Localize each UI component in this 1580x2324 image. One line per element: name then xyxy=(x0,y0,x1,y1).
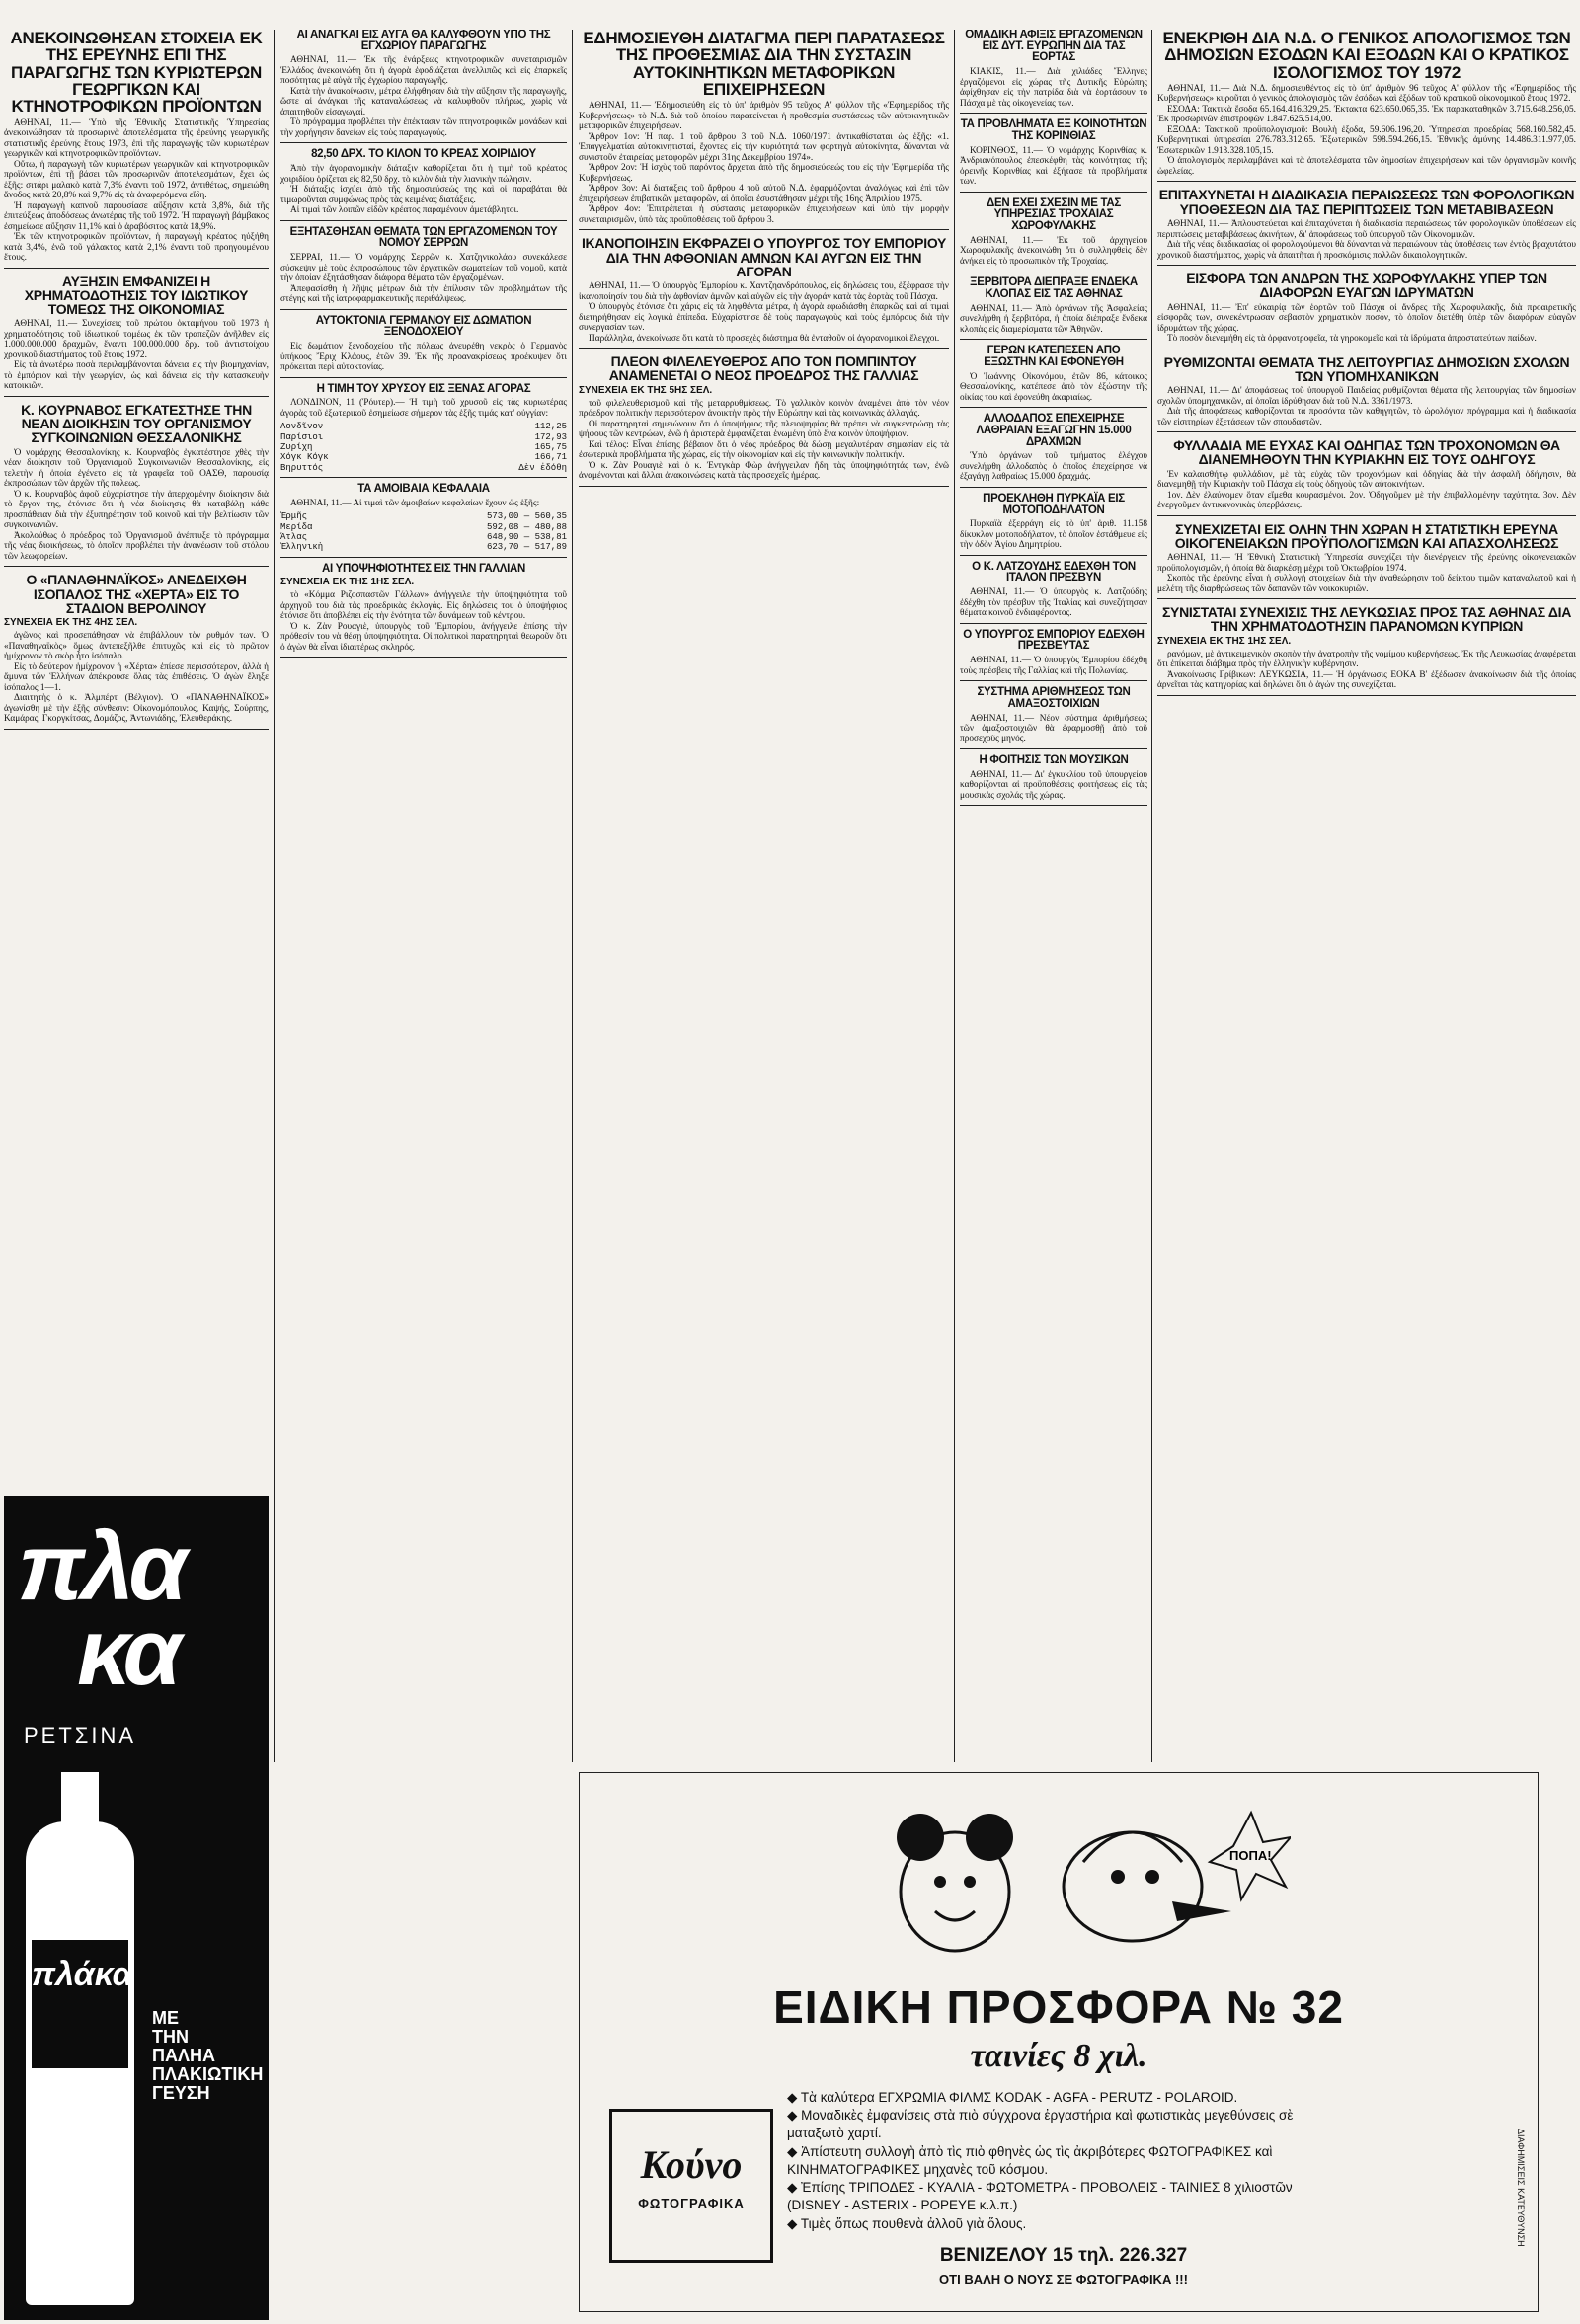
article-body xyxy=(960,304,1147,336)
ad-offer-item: ◆ Ἐπίσης ΤΡΙΠΟΔΕΣ - ΚΥΑΛΙΑ - ΦΩΤΟΜΕΤΡΑ - ΠΡΟΒΟΛΕΙΣ - ΤΑΙΝΙΕΣ 8 χιλιοστῶν (DISNEY - ASTERIX - POPEYE κ.λ.π.) xyxy=(787,2179,1320,2214)
article-body xyxy=(1157,386,1576,427)
plaka-logo-line1: πλα xyxy=(18,1514,184,1620)
article-paragraph: Ὁ ἀπολογισμὸς περιλαμβάνει καὶ τὰ ἀποτελέσματα τῶν δημοσίων ἐπιχειρήσεων καὶ τῶν ὀργανισμῶν κοινῆς ὠφελείας. xyxy=(1157,156,1576,177)
table-row xyxy=(280,542,567,552)
article-paragraph: Πυρκαϊὰ ἐξερράγη εἰς τὸ ὑπ' ἀριθ. 11.158 δίκυκλον μοτοποδήλατον, τὸ ὁποῖον ἐστάθμευε εἰς τὴν ὁδὸν Ἀγίου Δημητρίου. xyxy=(960,519,1147,551)
article-paragraph: ΚΙΑΚΙΣ, 11.— Διὰ χιλιάδες Ἕλληνες ἐργαζόμενοι εἰς χώρας τῆς Δυτικῆς Εὐρώπης ἀφίχθησαν εἰς τὴν πατρίδα διὰ νὰ ἑορτάσουν τὸ Πάσχα μὲ τὰς οἰκογενείας των. xyxy=(960,67,1147,109)
article-paragraph: Ἄρθρον 1ον: Ἡ παρ. 1 τοῦ ἄρθρου 3 τοῦ Ν.Δ. 1060/1971 ἀντικαθίσταται ὡς ἑξῆς: «1. Ἐπαγγελματίαι αὐτοκινητισταί, ἔχοντες εἰς τὴν κυριότητά των φορτηγὰ αὐτοκίνητα, δύνανται νὰ συνιστοῦν ἐταιρείας μεταφορῶν μέχρι 31ης Δεκεμβρίου 1974». xyxy=(579,131,949,163)
article-headline: Ο «ΠΑΝΑΘΗΝΑΪΚΟΣ» ΑΝΕΔΕΙΧΘΗ ΙΣΟΠΑΛΟΣ ΤΗΣ «ΧΕΡΤΑ» ΕΙΣ ΤΟ ΣΤΑΔΙΟΝ ΒΕΡΟΛΙΝΟΥ xyxy=(26,572,247,616)
ad-side-credit: ΔΙΑΦΗΜΙΣΕΙΣ ΚΑΤΕΥΘΥΝΣΗ xyxy=(1516,2129,1526,2247)
article-paragraph: ΑΘΗΝΑΙ, 11.— Ὁ ὑπουργὸς κ. Λατζούδης ἐδέχθη τὸν πρέσβυν τῆς Ἰταλίας καὶ συνεζήτησαν θέματα κοινοῦ ἐνδιαφέροντος. xyxy=(960,587,1147,619)
article-paragraph: Ἡ διάταξις ἰσχύει ἀπὸ τῆς δημοσιεύσεώς της καὶ οἱ παραβάται θὰ τιμωροῦνται συμφώνως πρὸς τὰς κειμένας διατάξεις. xyxy=(280,185,567,205)
article-headline: ΠΡΟΕΚΛΗΘΗ ΠΥΡΚΑΪΑ ΕΙΣ ΜΟΤΟΠΟΔΗΛΑΤΟΝ xyxy=(983,492,1125,516)
plaka-tag-line: ΓΕΥΣΗ xyxy=(152,2082,210,2103)
price-table xyxy=(280,511,567,552)
article-body xyxy=(1157,303,1576,345)
article-paragraph: Διὰ τῆς νέας διαδικασίας οἱ φορολογούμενοι θὰ δύνανται νὰ περαιώνουν τὰς ὑποθέσεις των ἐντὸς βραχυτάτου χρονικοῦ διαστήματος, χωρὶς νὰ ἀπαιτῆται ἡ προσκόμισις πολλῶν δικαιολογητικῶν. xyxy=(1157,240,1576,261)
article-headline: ΑΝΕΚΟΙΝΩΘΗΣΑΝ ΣΤΟΙΧΕΙΑ ΕΚ ΤΗΣ ΕΡΕΥΝΗΣ ΕΠΙ ΤΗΣ ΠΑΡΑΓΩΓΗΣ ΤΩΝ ΚΥΡΙΩΤΕΡΩΝ ΓΕΩΡΓΙΚΩΝ ΚΑΙ ΚΤΗΝΟΤΡΟΦΙΚΩΝ ΠΡΟΪΟΝΤΩΝ xyxy=(10,30,263,116)
article-paragraph: τοῦ φιλελευθερισμοῦ καὶ τῆς μεταρρυθμίσεως. Τὸ γαλλικὸν κοινὸν ἀναμένει ἀπὸ τὸν νέον πρόεδρον πολιτικὴν περισσότερον ἀνοικτὴν πρὸς τὴν Εὐρώπην καὶ τὰς κοινωνικὰς ἀλλαγάς. xyxy=(579,398,949,420)
ad-offer-list xyxy=(787,2089,1320,2233)
ad-offer-item: ◆ Ἀπίστευτη συλλογὴ ἀπὸ τὶς πιὸ φθηνὲς ὡς τὶς ἀκριβότερες ΦΩΤΟΓΡΑΦΙΚΕΣ καὶ ΚΙΝΗΜΑΤΟΓΡΑΦΙΚΕΣ μηχανὲς τοῦ κόσμου. xyxy=(787,2143,1320,2179)
article-paragraph: Οὕτω, ἡ παραγωγὴ τῶν κυριωτέρων γεωργικῶν καὶ κτηνοτροφικῶν προϊόντων, ἐπὶ τῇ βάσει τῶν προσωρινῶν ἀποτελεσμάτων, ἔχει ὡς ἑξῆς: σιτάρι μαλακὸ κατὰ 7,3% ἐναντι τοῦ 1972, ἀντιθέτως, σημειώθη ἄνοδος κατὰ 20,8% καὶ 9,7% εἰς τὰ ἀναφερόμενα εἴδη. xyxy=(4,159,269,201)
article-divider xyxy=(960,748,1147,749)
article-headline: ΦΥΛΛΑΔΙΑ ΜΕ ΕΥΧΑΣ ΚΑΙ ΟΔΗΓΙΑΣ ΤΩΝ ΤΡΟΧΟΝΟΜΩΝ ΘΑ ΔΙΑΝΕΜΗΘΟΥΝ ΤΗΝ ΚΥΡΙΑΚΗΝ ΕΙΣ ΤΟΥΣ ΟΔΗΓΟΥΣ xyxy=(1173,437,1560,468)
article-paragraph: Ἐν καλαισθήτῳ φυλλάδιον, μὲ τὰς εὐχὰς τῶν τροχονόμων καὶ ὁδηγίας διὰ τὴν ἀσφαλῆ ὁδήγησιν, θὰ διανεμηθῇ τὴν Κυριακὴν τοῦ Πάσχα εἰς τοὺς ὁδηγοὺς τῶν αὐτοκινήτων. xyxy=(1157,469,1576,491)
table-cell: 648,90 — 538,81 xyxy=(486,531,567,542)
article xyxy=(960,494,1147,556)
table-row xyxy=(280,463,567,473)
bottle-label: πλάκα xyxy=(32,1940,128,2068)
article-body xyxy=(960,67,1147,109)
article-headline: ΓΕΡΩΝ ΚΑΤΕΠΕΣΕΝ ΑΠΟ ΕΞΩΣΤΗΝ ΚΑΙ ΕΦΟΝΕΥΘΗ xyxy=(984,345,1124,368)
burst-text: ΠΟΠΑ! xyxy=(1229,1848,1272,1863)
table-row xyxy=(280,532,567,542)
article-paragraph: Οἱ παρατηρηταὶ σημειώνουν ὅτι ὁ ὑποψήφιος τῆς πλειοψηφίας θὰ πρέπει νὰ συγκεντρώσῃ τὰς ψήφους τῶν κεντρώων, ἐνῶ ἡ ἀριστερὰ ἐμφανίζεται ἑνωμένη ὑπὸ ἕνα κοινὸν ὑποψήφιον. xyxy=(579,419,949,440)
article-paragraph: ΑΘΗΝΑΙ, 11.— Ὑπὸ τῆς Ἐθνικῆς Στατιστικῆς Ὑπηρεσίας ἀνεκοινώθησαν τὰ προσωρινὰ ἀποτελέσματα τῆς ἐρεύνης γεωργικῆς στατιστικῆς ἐρεύνης ἔτους 1973, ἐπὶ τῆς παραγωγῆς τῶν κυριωτέρων γεωργικῶν καὶ κτηνοτροφικῶν προϊόντων. xyxy=(4,117,269,160)
article-body xyxy=(4,319,269,392)
table-cell: 573,00 — 560,35 xyxy=(486,511,567,522)
article xyxy=(280,30,567,143)
article-paragraph: ΑΘΗΝΑΙ, 11.— Ἐδημοσιεύθη εἰς τὸ ὑπ' ἀριθμὸν 95 τεῦχος Α' φύλλον τῆς «Ἐφημερίδος τῆς Κυβερνήσεως» τὸ Ν.Δ. διὰ τοῦ ὁποίου παρατείνεται ἡ προθεσμία συστάσεως τῶν αὐτοκινητικῶν μεταφορικῶν ἐπιχειρήσεων. xyxy=(579,101,949,132)
plaka-tag-line: ΠΑΛΗΑ xyxy=(152,2045,216,2065)
article-paragraph: Τὸ ποσὸν διενεμήθη εἰς τὰ ὀρφανοτροφεῖα, τὰ γηροκομεῖα καὶ τὰ ἱδρύματα ἀπροστατεύτων παίδων. xyxy=(1167,334,1537,345)
article-paragraph: ΑΘΗΝΑΙ, 11.— Διὰ Ν.Δ. δημοσιευθέντος εἰς τὸ ὑπ' ἀριθμὸν 96 τεῦχος Α' φύλλον τῆς «Ἐφημερίδος τῆς Κυβερνήσεως» κυροῦται ὁ γενικὸς ἀπολογισμὸς τῶν ἐσόδων καὶ ἐξόδων τοῦ κρατικοῦ οἰκονομικοῦ ἔτους 1972. xyxy=(1157,83,1576,105)
ad-offer-item: ◆ Τὰ καλύτερα ΕΓΧΡΩΜΙΑ ΦΙΛΜΣ KODAK - AGFA - PERUTZ - POLAROID. xyxy=(787,2089,1320,2107)
table-cell: Δὲν ἐδόθη xyxy=(518,462,567,473)
article xyxy=(1157,271,1576,349)
table-row xyxy=(280,442,567,452)
article-paragraph: τὸ «Κόμμα Ριζοσπαστῶν Γάλλων» ἀνήγγειλε τὴν ὑποψηφιότητα τοῦ ἀρχηγοῦ του διὰ τὰς προεδρικὰς ἐκλογάς. Εἰς δηλώσεις του ὁ ὑποψήφιος ἐτόνισε ὅτι ἀποβλέπει εἰς τὴν ἑνότητα τῶν δυνάμεων τοῦ κέντρου. xyxy=(280,590,567,622)
plaka-logo-line2: κα xyxy=(77,1599,179,1706)
article-body xyxy=(960,146,1147,188)
article-divider xyxy=(4,729,269,730)
column-3 xyxy=(579,30,949,1762)
article-body xyxy=(579,399,949,482)
table-cell: Λονδῖνον xyxy=(280,422,324,432)
article-paragraph: Σκοπὸς τῆς ἐρεύνης εἶναι ἡ συλλογὴ στοιχείων διὰ τὴν ἀναθεώρησιν τοῦ δείκτου τιμῶν καταναλωτοῦ καὶ ἡ μελέτη τῆς διαρθρώσεως τῶν δαπανῶν τῶν νοικοκυριῶν. xyxy=(1157,574,1576,594)
article xyxy=(960,562,1147,624)
article xyxy=(1157,522,1576,600)
article-divider xyxy=(1157,598,1576,599)
article-paragraph: ρανόμων, μὲ ἀντικειμενικὸν σκοπὸν τὴν ἀνατροπὴν τῆς νομίμου κυβερνήσεως. Ἐκ τῆς Λευκωσίας ἀναφέρεται ὅτι ἐπίκειται διάβημα πρὸς τὴν ἑλληνικὴν κυβέρνησιν. xyxy=(1157,649,1576,670)
article xyxy=(1157,30,1576,182)
article-body xyxy=(960,519,1147,551)
article-paragraph: Ὁ κ. Ζὰν Ρουαγιὲ, ὑπουργὸς τοῦ Ἐμπορίου, ἀνήγγειλε ἐπίσης τὴν πρόθεσίν του νὰ θέσῃ ὑποψηφιότητα. Οἱ πολιτικοὶ παρατηρηταὶ θεωροῦν ὅτι ὁ ἀγὼν θὰ εἶναι ἰδιαιτέρως σκληρός. xyxy=(280,621,567,653)
article-headline: Κ. ΚΟΥΡΝΑΒΟΣ ΕΓΚΑΤΕΣΤΗΣΕ ΤΗΝ ΝΕΑΝ ΔΙΟΙΚΗΣΙΝ ΤΟΥ ΟΡΓΑΝΙΣΜΟΥ ΣΥΓΚΟΙΝΩΝΙΩΝ ΘΕΣΣΑΛΟΝΙΚΗΣ xyxy=(21,401,252,446)
article xyxy=(280,384,567,478)
article-paragraph: Ἄρθρον 2ον: Ἡ ἰσχὺς τοῦ παρόντος ἄρχεται ἀπὸ τῆς δημοσιεύσεώς του εἰς τὴν Ἐφημερίδα τῆς Κυβερνήσεως. xyxy=(579,163,949,184)
article-headline: ΣΥΣΤΗΜΑ ΑΡΙΘΜΗΣΕΩΣ ΤΩΝ ΑΜΑΞΟΣΤΟΙΧΙΩΝ xyxy=(977,686,1131,710)
article-paragraph: Εἰς τὰ ἀνωτέρω ποσὰ περιλαμβάνονται δάνεια εἰς τὴν βιομηχανίαν, τὸ ἐμπόριον καὶ τὴν γεωργίαν, ὡς καὶ δάνεια εἰς τὴν κατασκευὴν κατοικιῶν. xyxy=(4,360,269,392)
table-cell: 165,75 xyxy=(534,441,567,452)
article xyxy=(960,346,1147,408)
article-body xyxy=(4,631,269,725)
article xyxy=(579,30,949,230)
article-headline: ΤΑ ΠΡΟΒΛΗΜΑΤΑ ΕΞ ΚΟΙΝΟΤΗΤΩΝ ΤΗΣ ΚΟΡΙΝΘΙΑΣ xyxy=(960,118,1147,142)
article-body xyxy=(579,281,949,344)
article-headline: ΑΙ ΥΠΟΨΗΦΙΟΤΗΤΕΣ ΕΙΣ ΤΗΝ ΓΑΛΛΙΑΝ xyxy=(321,562,526,575)
article xyxy=(960,277,1147,340)
article xyxy=(280,564,567,658)
article-headline: ΑΙ ΑΝΑΓΚΑΙ ΕΙΣ ΑΥΓΑ ΘΑ ΚΑΛΥΦΘΟΥΝ ΥΠΟ ΤΗΣ ΕΓΧΩΡΙΟΥ ΠΑΡΑΓΩΓΗΣ xyxy=(296,30,551,52)
column-1 xyxy=(4,30,269,1486)
article-divider xyxy=(280,142,567,143)
article xyxy=(1157,605,1576,696)
article-paragraph: Ἀνακοίνωσις Γρίβικων: ΛΕΥΚΩΣΙΑ, 11.— Ἡ ὀργάνωσις ΕΟΚΑ Β' ἐξέδωσεν ἀνακοίνωσιν διὰ τῆς ὁποίας ἀρνεῖται τὰς κατηγορίας καὶ δηλώνει ὅτι ὁ ἀγών της συνεχίζεται. xyxy=(1157,669,1576,691)
article-paragraph: Ὁ κ. Κουρναβὸς ἀφοῦ εὐχαρίστησε τὴν ἀπερχομένην διοίκησιν διὰ τὸ ἔργον της, ἐτόνισε ὅτι ἡ νέα διοίκησις θὰ καταβάλῃ κάθε προσπάθειαν διὰ τὴν ἐξυπηρέτησιν τοῦ κοινοῦ καὶ τὴν βελτίωσιν τῶν συγκοινωνιῶν. xyxy=(4,489,269,531)
table-cell: 592,08 — 480,88 xyxy=(486,521,567,532)
article-paragraph: ΑΘΗΝΑΙ, 11.— Νέον σύστημα ἀριθμήσεως τῶν ἁμαξοστοιχιῶν θὰ ἐφαρμοσθῇ ἀπὸ τοῦ προσεχοῦς μηνός. xyxy=(960,713,1147,744)
table-cell: Ἑρμῆς xyxy=(280,511,308,522)
table-cell: 623,70 — 517,89 xyxy=(486,542,567,553)
article xyxy=(960,30,1147,114)
article-headline: ΣΥΝΕΧΙΖΕΤΑΙ ΕΙΣ ΟΛΗΝ ΤΗΝ ΧΩΡΑΝ Η ΣΤΑΤΙΣΤΙΚΗ ΕΡΕΥΝΑ ΟΙΚΟΓΕΝΕΙΑΚΩΝ ΠΡΟΫΠΟΛΟΓΙΣΜΩΝ ΚΑΙ ΑΠΑΣΧΟΛΗΣΕΩΣ xyxy=(1174,520,1559,551)
article-body xyxy=(960,587,1147,619)
article-headline: Η ΤΙΜΗ ΤΟΥ ΧΡΥΣΟΥ ΕΙΣ ΞΕΝΑΣ ΑΓΟΡΑΣ xyxy=(316,382,531,395)
article-headline: ΞΕΡΒΙΤΟΡΑ ΔΙΕΠΡΑΞΕ ΕΝΔΕΚΑ ΚΛΟΠΑΣ ΕΙΣ ΤΑΣ ΑΘΗΝΑΣ xyxy=(970,276,1138,300)
article-continuation-kicker: ΣΥΝΕΧΕΙΑ ΕΚ ΤΗΣ 5ΗΣ ΣΕΛ. xyxy=(579,384,713,396)
article-headline: ΙΚΑΝΟΠΟΙΗΣΙΝ ΕΚΦΡΑΖΕΙ Ο ΥΠΟΥΡΓΟΣ ΤΟΥ ΕΜΠΟΡΙΟΥ ΔΙΑ ΤΗΝ ΑΦΘΟΝΙΑΝ ΑΜΝΩΝ ΚΑΙ ΑΥΓΩΝ ΕΙΣ ΤΗΝ ΑΓΟΡΑΝ xyxy=(581,235,947,279)
article-headline: ΑΥΞΗΣΙΝ ΕΜΦΑΝΙΖΕΙ Η ΧΡΗΜΑΤΟΔΟΤΗΣΙΣ ΤΟΥ ΙΔΙΩΤΙΚΟΥ ΤΟΜΕΩΣ ΤΗΣ ΟΙΚΟΝΟΜΙΑΣ xyxy=(24,272,249,318)
article xyxy=(1157,355,1576,433)
article-paragraph: Εἰς δωμάτιον ξενοδοχείου τῆς πόλεως ἀνευρέθη νεκρὸς ὁ Γερμανὸς ὑπήκοος Ἔριχ Κλάους, ἐτῶν 39. Ἐκ τῆς προανακρίσεως προέκυψεν ὅτι πρόκειται περὶ αὐτοκτονίας. xyxy=(280,342,567,373)
article-paragraph: Παράλληλα, ἀνεκοίνωσε ὅτι κατὰ τὸ προσεχὲς διάστημα θὰ ἐνταθοῦν οἱ ἀγορανομικοὶ ἔλεγχοι. xyxy=(589,333,940,344)
cartoon-illustration-icon xyxy=(836,1783,1291,1980)
article-paragraph: Ὑπὸ ὀργάνων τοῦ τμήματος ἐλέγχου συνελήφθη ἀλλοδαπὸς ὁ ὁποῖος ἐπεχείρησε νὰ ἐξαγάγῃ λαθραίως 15.000 δραχμάς. xyxy=(960,451,1147,483)
article-paragraph: Αἱ τιμαὶ τῶν λοιπῶν εἰδῶν κρέατος παραμένουν ἀμετάβλητοι. xyxy=(290,205,519,216)
article-headline: ΤΑ ΑΜΟΙΒΑΙΑ ΚΕΦΑΛΑΙΑ xyxy=(357,482,490,495)
article-headline: Ο Κ. ΛΑΤΖΟΥΔΗΣ ΕΔΕΧΘΗ ΤΟΝ ΙΤΑΛΟΝ ΠΡΕΣΒΥΝ xyxy=(972,560,1136,584)
plaka-tag-line: ΜΕ xyxy=(152,2008,179,2028)
ad-subtitle: ταινίες 8 χιλ. xyxy=(970,2038,1147,2074)
article-body xyxy=(280,342,567,373)
article-headline: ΣΥΝΙΣΤΑΤΑΙ ΣΥΝΕΧΙΣΙΣ ΤΗΣ ΛΕΥΚΩΣΙΑΣ ΠΡΟΣ ΤΑΣ ΑΘΗΝΑΣ ΔΙΑ ΤΗΝ ΧΡΗΜΑΤΟΔΟΤΗΣΙΝ ΠΑΡΑΝΟΜΩΝ ΚΥΠΡΙΩΝ xyxy=(1161,604,1572,635)
article-divider xyxy=(579,486,949,487)
article xyxy=(960,414,1147,488)
article-divider xyxy=(280,377,567,378)
table-cell: Χόγκ Κόγκ xyxy=(280,452,329,463)
plaka-tag-line: ΤΗΝ xyxy=(152,2026,189,2047)
kouvo-photo-ad xyxy=(579,1772,1539,2312)
article-body xyxy=(1157,84,1576,178)
article-body xyxy=(1157,553,1576,594)
table-cell: 172,93 xyxy=(534,431,567,442)
article-paragraph: Ὁ νομάρχης Θεσσαλονίκης κ. Κουρναβὸς ἐγκατέστησε χθὲς τὴν νέαν διοίκησιν τοῦ Ὀργανισμοῦ Συγκοινωνιῶν Θεσσαλονίκης, εἰς τελετὴν ἡ ὁποία ἐγένετο εἰς τὰ γραφεῖα τοῦ ΟΑΣΘ, παρουσίᾳ ἐκπροσώπων τῶν ἀρχῶν τῆς πόλεως. xyxy=(4,447,269,490)
plaka-logo xyxy=(18,1514,255,1706)
article-paragraph: Ἐκ τῶν κτηνοτροφικῶν προϊόντων, ἡ παραγωγὴ κρέατος ηὐξήθη κατὰ 3,4%, ἐνῶ τοῦ γάλακτος κατὰ 2,1% ἐναντι τοῦ προηγουμένου ἔτους. xyxy=(4,232,269,264)
article xyxy=(960,119,1147,192)
table-cell: Ἄτλας xyxy=(280,531,308,542)
article-divider xyxy=(960,623,1147,624)
article-paragraph: Ὁ κ. Ζὰν Ρουαγιὲ καὶ ὁ κ. Ἐντγκὰρ Φὼρ ἀνήγγειλαν ἤδη τὰς ὑποψηφιότητάς των, ἐνῶ ἀναμένονται καὶ ἄλλαι ἀνακοινώσεις κατὰ τὰς προσεχεῖς ἡμέρας. xyxy=(579,460,949,482)
article-divider xyxy=(280,477,567,478)
article-paragraph: ἀγῶνος καὶ προσεπάθησαν νὰ ἐπιβάλλουν τὸν ρυθμόν των. Ὁ «Παναθηναϊκὸς» ὅμως ἀντεπεξῆλθε ἐπιτυχῶς καὶ εἰς τὸ πρῶτον ἡμίχρονον τὸ σκὸρ ἦτο ἰσόπαλο. xyxy=(4,631,269,662)
article-body xyxy=(1157,219,1576,261)
ad-title: ΕΙΔΙΚΗ ΠΡΟΣΦΟΡΑ № 32 xyxy=(773,1981,1344,2033)
article-divider xyxy=(1157,265,1576,266)
article-paragraph: Διαιτητὴς ὁ κ. Ἀλμπέρτ (Βέλγιον). Ὁ «ΠΑΝΑΘΗΝΑΪΚΟΣ» ἀγωνίσθη μὲ τὴν ἑξῆς σύνθεσιν: Οἰκονομόπουλος, Καψής, Σούρπης, Καμάρας, Γκοργκίτσας, Δομάζος, Ἀντωνιάδης, Ἐλευθεράκης. xyxy=(4,693,269,725)
article-headline: ΕΔΗΜΟΣΙΕΥΘΗ ΔΙΑΤΑΓΜΑ ΠΕΡΙ ΠΑΡΑΤΑΣΕΩΣ ΤΗΣ ΠΡΟΘΕΣΜΙΑΣ ΔΙΑ ΤΗΝ ΣΥΣΤΑΣΙΝ ΑΥΤΟΚΙΝΗΤΙΚΩΝ ΜΕΤΑΦΟΡΙΚΩΝ ΕΠΙΧΕΙΡΗΣΕΩΝ xyxy=(583,30,945,99)
article-body xyxy=(960,372,1147,404)
article-paragraph: ΣΕΡΡΑΙ, 11.— Ὁ νομάρχης Σερρῶν κ. Χατζηνικολάου συνεκάλεσε σύσκεψιν μὲ τοὺς ἐκπροσώπους τῶν ἐργατικῶν σωματείων τοῦ νομοῦ, κατὰ τὴν ὁποίαν ἐξητάσθησαν διάφορα θέματα τῶν ἐργαζομένων. xyxy=(280,253,567,284)
ad-offer-item: ◆ Μοναδικὲς ἐμφανίσεις στὰ πιὸ σύγχρονα ἐργαστήρια καὶ φωτιστικὰς μεγεθύνσεις σὲ ματαξωτὸ χαρτί. xyxy=(787,2107,1320,2142)
article-headline: Ο ΥΠΟΥΡΓΟΣ ΕΜΠΟΡΙΟΥ ΕΔΕΧΘΗ ΠΡΕΣΒΕΥΤΑΣ xyxy=(963,628,1145,653)
article-headline: ΡΥΘΜΙΖΟΝΤΑΙ ΘΕΜΑΤΑ ΤΗΣ ΛΕΙΤΟΥΡΓΙΑΣ ΔΗΜΟΣΙΩΝ ΣΧΟΛΩΝ ΤΩΝ ΥΠΟΜΗΧΑΝΙΚΩΝ xyxy=(1163,353,1570,384)
table-cell: Μερίδα xyxy=(280,521,313,532)
article-paragraph: 1ον. Δὲν ἐλαύνομεν ὅταν εἴμεθα κουρασμένοι. 2ον. Ὁδηγοῦμεν μὲ τὴν ἐπιβαλλομένην ταχύτητα. 3ον. Δὲν ἐνεργοῦμεν ἀντικανονικὰς ὑπερβάσεις. xyxy=(1157,490,1576,511)
article-paragraph: Ὁ Ἰωάννης Οἰκονόμου, ἐτῶν 86, κάτοικος Θεσσαλονίκης, κατέπεσε ἀπὸ τὸν ἐξώστην τῆς οἰκίας του καὶ ἐφονεύθη ἀκαριαίως. xyxy=(960,371,1147,403)
article-headline: ΑΛΛΟΔΑΠΟΣ ΕΠΕΧΕΙΡΗΣΕ ΛΑΘΡΑΙΑΝ ΕΞΑΓΩΓΗΝ 15.000 ΔΡΑΧΜΩΝ xyxy=(976,413,1132,448)
article-body xyxy=(960,451,1147,483)
article-paragraph: ΑΘΗΝΑΙ, 11.— Ἀπλουστεύεται καὶ ἐπιταχύνεται ἡ διαδικασία περαιώσεως τῶν φορολογικῶν ὑποθέσεων εἰς περιπτώσεις μεταβιβάσεως ἀκινήτων, δι' ἀποφάσεως τοῦ ὑπουργοῦ τῶν Οἰκονομικῶν. xyxy=(1157,219,1576,240)
article-paragraph: ΕΣΟΔΑ: Τακτικὰ ἔσοδα 65.164.416.329,25. Ἐκτακτα 623.650.065,35. Ἐκ παρακαταθηκῶν 3.715.648.256,05. Ἐκ προσωρινῶν ἐπιστροφῶν 1.847.625.514,00. xyxy=(1157,104,1576,125)
article-divider xyxy=(960,113,1147,114)
article-headline: ΑΥΤΟΚΤΟΝΙΑ ΓΕΡΜΑΝΟΥ ΕΙΣ ΔΩΜΑΤΙΟΝ ΞΕΝΟΔΟΧΕΙΟΥ xyxy=(315,314,532,339)
table-row xyxy=(280,422,567,431)
article xyxy=(280,316,567,378)
article-body xyxy=(1157,650,1576,691)
article-headline: ΟΜΑΔΙΚΗ ΑΦΙΞΙΣ ΕΡΓΑΖΟΜΕΝΩΝ ΕΙΣ ΔΥΤ. ΕΥΡΩΠΗΝ ΔΙΑ ΤΑΣ ΕΟΡΤΑΣ xyxy=(965,30,1143,64)
table-row xyxy=(280,452,567,462)
article-divider xyxy=(579,348,949,349)
article xyxy=(280,149,567,220)
article-divider xyxy=(280,309,567,310)
article-continuation-kicker: ΣΥΝΕΧΕΙΑ ΕΚ ΤΗΣ 1ΗΣ ΣΕΛ. xyxy=(280,577,415,588)
article-paragraph: ΑΘΗΝΑΙ, 11.— Δι' ἀποφάσεως τοῦ ὑπουργοῦ Παιδείας ρυθμίζονται θέματα τῆς λειτουργίας τῶν δημοσίων σχολῶν ὑπομηχανικῶν, αἱ ὁποῖαι ἱδρύθησαν διὰ τοῦ Ν.Δ. 3361/1973. xyxy=(1157,386,1576,407)
article-divider xyxy=(960,680,1147,681)
article-paragraph: ΑΘΗΝΑΙ, 11.— Ἀπὸ ὀργάνων τῆς Ἀσφαλείας συνελήφθη ἡ ξερβιτόρα, ἡ ὁποία διέπραξε ἕνδεκα κλοπὰς εἰς διαμερίσματα τῶν Ἀθηνῶν. xyxy=(960,303,1147,335)
kouvo-logo xyxy=(609,2109,773,2263)
article xyxy=(960,198,1147,272)
article-body xyxy=(960,656,1147,676)
article-divider xyxy=(960,192,1147,193)
article xyxy=(579,236,949,349)
article-body xyxy=(280,499,567,509)
article-headline: Η ΦΟΙΤΗΣΙΣ ΤΩΝ ΜΟΥΣΙΚΩΝ xyxy=(979,754,1129,767)
price-table xyxy=(280,422,567,473)
article xyxy=(960,630,1147,681)
article-paragraph: ΕΞΟΔΑ: Τακτικοῦ προϋπολογισμοῦ: Βουλὴ ἐξοδα, 59.606.196,20. Ὑπηρεσίαι προεδρίας 568.160.582,45. Κυβερνητικαὶ ὑπηρεσίαι 276.783.312,65. Ἐξωτερικῶν 598.594.266,15. Ἐθνικῆς ἀμύνης 14.486.311.977,05. Ἐσωτερικῶν 1.913.328.105,15. xyxy=(1157,124,1576,156)
article-headline: ΠΛΕΟΝ ΦΙΛΕΛΕΥΘΕΡΟΣ ΑΠΟ ΤΟΝ ΠΟΜΠΙΝΤΟΥ ΑΝΑΜΕΝΕΤΑΙ Ο ΝΕΟΣ ΠΡΟΕΔΡΟΣ ΤΗΣ ΓΑΛΛΙΑΣ xyxy=(608,353,919,384)
column-2 xyxy=(280,30,567,1762)
article-body xyxy=(280,164,567,216)
article-headline: 82,50 ΔΡΧ. ΤΟ ΚΙΛΟΝ ΤΟ ΚΡΕΑΣ ΧΟΙΡΙΔΙΟΥ xyxy=(311,148,536,161)
article xyxy=(4,274,269,397)
article-paragraph: ΑΘΗΝΑΙ, 11.— Ἡ Ἐθνικὴ Στατιστικὴ Ὑπηρεσία συνεχίζει τὴν διενέργειαν τῆς ἐρεύνης οἰκογενειακῶν προϋπολογισμῶν, ἡ ὁποία θὰ διαρκέσῃ μέχρι τοῦ Ὀκτωβρίου 1974. xyxy=(1157,553,1576,574)
article-body xyxy=(579,101,949,225)
article-divider xyxy=(280,220,567,221)
article-body xyxy=(280,55,567,138)
article-paragraph: ΑΘΗΝΑΙ, 11.— Ἐκ τοῦ ἀρχηγείου Χωροφυλακῆς ἀνεκοινώθη ὅτι ὁ συλληφθεὶς δὲν ἀνήκει εἰς τὸ προσωπικὸν τῆς Τροχαίας. xyxy=(960,235,1147,267)
article-paragraph: Ἀπὸ τὴν ἀγορανομικὴν διάταξιν καθορίζεται ὅτι ἡ τιμὴ τοῦ κρέατος χοιριδίου ὁρίζεται εἰς 82,50 δρχ. τὸ κιλὸν διὰ τὴν λιανικὴν πώλησιν. xyxy=(280,164,567,185)
plaka-retsina-ad xyxy=(4,1496,269,2320)
article-body xyxy=(280,253,567,305)
kouvo-logo-text: Κούνο xyxy=(640,2142,743,2187)
plaka-subtitle: ΡΕΤΣΙΝΑ xyxy=(24,1723,137,1747)
article-paragraph: Ἄρθρον 3ον: Αἱ διατάξεις τοῦ ἄρθρου 4 τοῦ αὐτοῦ Ν.Δ. ἐφαρμόζονται ἀναλόγως καὶ ἐπὶ τῶν ἐπιχειρήσεων ἐπιβατικῶν μεταφορῶν, αἱ ὁποῖαι ἐσυστάθησαν μέχρι τῆς 16ης Ἀπριλίου 1975. xyxy=(579,184,949,204)
article-body xyxy=(280,398,567,419)
article xyxy=(579,354,949,487)
table-cell: Βηρυττός xyxy=(280,462,324,473)
table-cell: 112,25 xyxy=(534,422,567,432)
article-paragraph: ΑΘΗΝΑΙ, 11.— Ὁ ὑπουργὸς Ἐμπορίου ἐδέχθη τοὺς πρέσβεις τῆς Γαλλίας καὶ τῆς Πολωνίας. xyxy=(960,656,1147,676)
article-paragraph: Ἀκολούθως ὁ πρόεδρος τοῦ Ὀργανισμοῦ ἀνέπτυξε τὸ πρόγραμμα τῆς νέας διοικήσεως, τὸ ὁποῖον προβλέπει τὴν ἀνανέωσιν τοῦ στόλου τῶν λεωφορείων. xyxy=(4,530,269,562)
article-paragraph: Ἄρθρον 4ον: Ἐπιτρέπεται ἡ σύστασις μεταφορικῶν ἐπιχειρήσεων καὶ ὑπὸ τὴν μορφὴν συνεταιρισμῶν, ὑπὸ τὰς προϋποθέσεις τοῦ ἄρθρου 3. xyxy=(579,204,949,225)
bottle-icon xyxy=(26,1821,134,2305)
article-divider xyxy=(4,268,269,269)
article-paragraph: ΛΟΝΔΙΝΟΝ, 11 (Ῥόυτερ).— Ἡ τιμὴ τοῦ χρυσοῦ εἰς τὰς κυριωτέρας ἀγορὰς τοῦ ἐξωτερικοῦ ἐσημείωσε σήμερον τὰς ἑξῆς τιμάς κατ' οὐγγίαν: xyxy=(280,398,567,419)
article-paragraph: ΑΘΗΝΑΙ, 11.— Ὁ ὑπουργὸς Ἐμπορίου κ. Χαντζηανδρόπουλος, εἰς δηλώσεις του, ἐξέφρασε τὴν ἱκανοποίησίν του διὰ τὴν ἀφθονίαν ἀμνῶν καὶ αὐγῶν εἰς τὴν ἀγοράν κατὰ τὰς ἑορτὰς τοῦ Πάσχα. xyxy=(579,281,949,302)
article-paragraph: ΑΘΗΝΑΙ, 11.— Αἱ τιμαὶ τῶν ἀμοιβαίων κεφαλαίων ἔχουν ὡς ἑξῆς: xyxy=(290,498,540,508)
article-body xyxy=(960,714,1147,745)
table-row xyxy=(280,522,567,532)
article-divider xyxy=(960,407,1147,408)
article-body xyxy=(960,236,1147,268)
article-divider xyxy=(1157,515,1576,516)
article xyxy=(4,403,269,567)
article-divider xyxy=(1157,181,1576,182)
article-continuation-kicker: ΣΥΝΕΧΕΙΑ ΕΚ ΤΗΣ 4ΗΣ ΣΕΛ. xyxy=(4,617,138,629)
article-divider xyxy=(1157,431,1576,432)
article-paragraph: ΑΘΗΝΑΙ, 11.— Συνεχίσεις τοῦ πρώτου ὀκταμήνου τοῦ 1973 ἡ χρηματοδότησις τοῦ ἰδιωτικοῦ τομέως ἐκ τῶν τραπεζῶν ἀνῆλθεν εἰς 1.000.000.000 δραχμῶν, ἔναντι 100.000.000 δρχ. τοῦ ἀντιστοίχου χρονικοῦ διαστήματος τοῦ ἔτους 1972. xyxy=(4,319,269,360)
plaka-tagline xyxy=(152,2008,264,2103)
article-body xyxy=(1157,470,1576,511)
article-headline: ΕΙΣΦΟΡΑ ΤΩΝ ΑΝΔΡΩΝ ΤΗΣ ΧΩΡΟΦΥΛΑΚΗΣ ΥΠΕΡ ΤΩΝ ΔΙΑΦΟΡΩΝ ΕΥΑΓΩΝ ΙΔΡΥΜΑΤΩΝ xyxy=(1186,271,1547,301)
article-paragraph: Τὸ πρόγραμμα προβλέπει τὴν ἐπέκτασιν τῶν πτηνοτροφικῶν μονάδων καὶ τὴν χορήγησιν δανείων εἰς τοὺς παραγωγούς. xyxy=(280,117,567,138)
article-paragraph: Εἰς τὸ δεύτερον ἡμίχρονον ἡ «Χέρτα» ἐπίεσε περισσότερον, ἀλλὰ ἡ ἄμυνα τῶν Ἑλλήνων ἀπέκρουσε ὅλας τὰς ἐπιθέσεις. Ὁ ἀγὼν ἔληξε ἰσόπαλος 1—1. xyxy=(4,661,269,693)
article-headline: ΔΕΝ ΕΧΕΙ ΣΧΕΣΙΝ ΜΕ ΤΑΣ ΥΠΗΡΕΣΙΑΣ ΤΡΟΧΑΙΑΣ ΧΩΡΟΦΥΛΑΚΗΣ xyxy=(987,196,1121,233)
table-cell: 166,71 xyxy=(534,452,567,463)
article-divider xyxy=(280,657,567,658)
article-paragraph: ΑΘΗΝΑΙ, 11.— Δι' ἐγκυκλίου τοῦ ὑπουργείου καθορίζονται αἱ προϋποθέσεις φοιτήσεως εἰς τὰς μουσικὰς σχολάς τῆς χώρας. xyxy=(960,769,1147,801)
article-divider xyxy=(4,566,269,567)
article xyxy=(1157,188,1576,266)
article-headline: ΕΠΙΤΑΧΥΝΕΤΑΙ Η ΔΙΑΔΙΚΑΣΙΑ ΠΕΡΑΙΩΣΕΩΣ ΤΩΝ ΦΟΡΟΛΟΓΙΚΩΝ ΥΠΟΘΕΣΕΩΝ ΔΙΑ ΤΑΣ ΠΕΡΙΠΤΩΣΕΙΣ ΤΩΝ ΜΕΤΑΒΙΒΑΣΕΩΝ xyxy=(1158,187,1575,217)
article-paragraph: ΑΘΗΝΑΙ, 11.— Ἐπ' εὐκαιρίᾳ τῶν ἑορτῶν τοῦ Πάσχα οἱ ἄνδρες τῆς Χωροφυλακῆς, διὰ προαιρετικῆς εἰσφορᾶς των, συνεκέντρωσαν σεβαστὸν χρηματικὸν ποσόν, τὸ ὁποῖον διετέθη ὑπὲρ τῶν διαφόρων εὐαγῶν ἱδρυμάτων τῆς χώρας. xyxy=(1157,302,1576,334)
table-row xyxy=(280,511,567,521)
article-body xyxy=(280,590,567,653)
article-paragraph: Ἀπεφασίσθη ἡ λῆψις μέτρων διὰ τὴν ἐπίλυσιν τῶν προβλημάτων τῆς στέγης καὶ τῆς ἰατροφαρμακευτικῆς περιθάλψεως. xyxy=(280,283,567,305)
table-cell: Παρίσιοι xyxy=(280,431,324,442)
ad-tagline: ΟΤΙ ΒΑΛΗ Ο ΝΟΥΣ ΣΕ ΦΩΤΟΓΡΑΦΙΚΑ !!! xyxy=(939,2272,1188,2286)
plaka-tag-line: ΠΛΑΚΙΩΤΙΚΗ xyxy=(152,2063,264,2084)
article-body xyxy=(4,448,269,563)
article xyxy=(4,573,269,729)
article xyxy=(280,484,567,558)
article-paragraph: ΚΟΡΙΝΘΟΣ, 11.— Ὁ νομάρχης Κορινθίας κ. Ἀνδριανόπουλος ἐπεσκέφθη τὰς κοινότητας τῆς ὀρεινῆς Κορινθίας καὶ ἐξήτασε τὰ προβλήματά των. xyxy=(960,145,1147,188)
article-divider xyxy=(960,339,1147,340)
article-continuation-kicker: ΣΥΝΕΧΕΙΑ ΕΚ ΤΗΣ 1ΗΣ ΣΕΛ. xyxy=(1157,635,1292,647)
column-4 xyxy=(960,30,1147,1762)
article-divider xyxy=(4,396,269,397)
article-headline: ΕΝΕΚΡΙΘΗ ΔΙΑ Ν.Δ. Ο ΓΕΝΙΚΟΣ ΑΠΟΛΟΓΙΣΜΟΣ ΤΩΝ ΔΗΜΟΣΙΩΝ ΕΣΟΔΩΝ ΚΑΙ ΕΞΟΔΩΝ ΚΑΙ Ο ΚΡΑΤΙΚΟΣ ΙΣΟΛΟΓΙΣΜΟΣ ΤΟΥ 1972 xyxy=(1162,30,1571,82)
article-divider xyxy=(280,557,567,558)
ad-address-phone: ΒΕΝΙΖΕΛΟΥ 15 τηλ. 226.327 xyxy=(939,2245,1188,2266)
article xyxy=(1157,438,1576,516)
article xyxy=(280,227,567,310)
article-headline: ΕΞΗΤΑΣΘΗΣΑΝ ΘΕΜΑΤΑ ΤΩΝ ΕΡΓΑΖΟΜΕΝΩΝ ΤΟΥ ΝΟΜΟΥ ΣΕΡΡΩΝ xyxy=(289,225,558,250)
article-divider xyxy=(960,487,1147,488)
article-body xyxy=(960,770,1147,802)
article-divider xyxy=(1157,695,1576,696)
ad-offer-item: ◆ Τιμὲς ὅπως πουθενὰ ἀλλοῦ γιὰ ὅλους. xyxy=(787,2215,1320,2233)
article-paragraph: Ἡ παραγωγὴ καπνοῦ παρουσίασε αὔξησιν κατὰ 3,8%, διὰ τῆς ἐπιτεύξεως ἀποδόσεως ἀνωτέρας τῆς τοῦ 1972. Ἡ παραγωγὴ βάμβακος ἐσημείωσε αὔξησιν 11,1% καὶ ὁ ἀραβόσιτος κατὰ 18,9%. xyxy=(4,200,269,232)
table-cell: Ἑλληνικὴ xyxy=(280,542,324,553)
article-paragraph: Ὁ ὑπουργὸς ἐτόνισε ὅτι χάρις εἰς τὰ ληφθέντα μέτρα, ἡ ἀγορὰ ἐφωδιάσθη ἐπαρκῶς καὶ αἱ τιμαὶ διετηρήθησαν εἰς λογικὰ ἐπίπεδα. Εὐχαρίστησε δὲ τοὺς παραγωγοὺς καὶ τοὺς ἐμπόρους διὰ τὴν συνεργασίαν των. xyxy=(579,302,949,334)
article-body xyxy=(4,118,269,264)
article-paragraph: Διὰ τῆς ἀποφάσεως καθορίζονται τὰ προσόντα τῶν καθηγητῶν, τὸ ὡρολόγιον πρόγραμμα καὶ ἡ διαδικασία τῶν εἰσιτηρίων ἐξετάσεων τῶν σπουδαστῶν. xyxy=(1157,407,1576,427)
article-divider xyxy=(579,229,949,230)
article-paragraph: ΑΘΗΝΑΙ, 11.— Ἐκ τῆς ἐνάρξεως κτηνοτροφικῶν συνεταιρισμῶν Ἑλλάδος ἀνεκοινώθη ὅτι ἡ ἀγορὰ ἐφοδιάζεται ἀνελλιπῶς καὶ εἰς ἐπαρκεῖς ποσότητας μὲ αὐγὰ τῆς ἐγχωρίου παραγωγῆς. xyxy=(280,55,567,87)
table-cell: Ζυρίχη xyxy=(280,441,313,452)
kouvo-logo-subtitle: ΦΩΤΟΓΡΑΦΙΚΑ xyxy=(638,2196,745,2210)
article xyxy=(960,687,1147,749)
article-divider xyxy=(960,555,1147,556)
article-paragraph: Κατὰ τὴν ἀνακοίνωσιν, μέτρα ἐλήφθησαν διὰ τὴν αὔξησιν τῆς παραγωγῆς, ὥστε αἱ ἀνάγκαι τῆς καταναλώσεως νὰ καλυφθοῦν πλήρως, χωρὶς νὰ ἀπαιτηθοῦν εἰσαγωγαί. xyxy=(280,86,567,117)
article-paragraph: Καὶ τέλος: Εἶναι ἐπίσης βέβαιον ὅτι ὁ νέος πρόεδρος θὰ δώσῃ μεγαλυτέραν σημασίαν εἰς τὰ ἐσωτερικὰ προβλήματα τῆς χώρας, εἰς τὴν οἰκονομίαν καὶ εἰς τὴν κοινωνικὴν πολιτικήν. xyxy=(579,439,949,461)
table-row xyxy=(280,432,567,442)
article xyxy=(960,755,1147,806)
article-divider xyxy=(960,805,1147,806)
article xyxy=(4,30,269,269)
